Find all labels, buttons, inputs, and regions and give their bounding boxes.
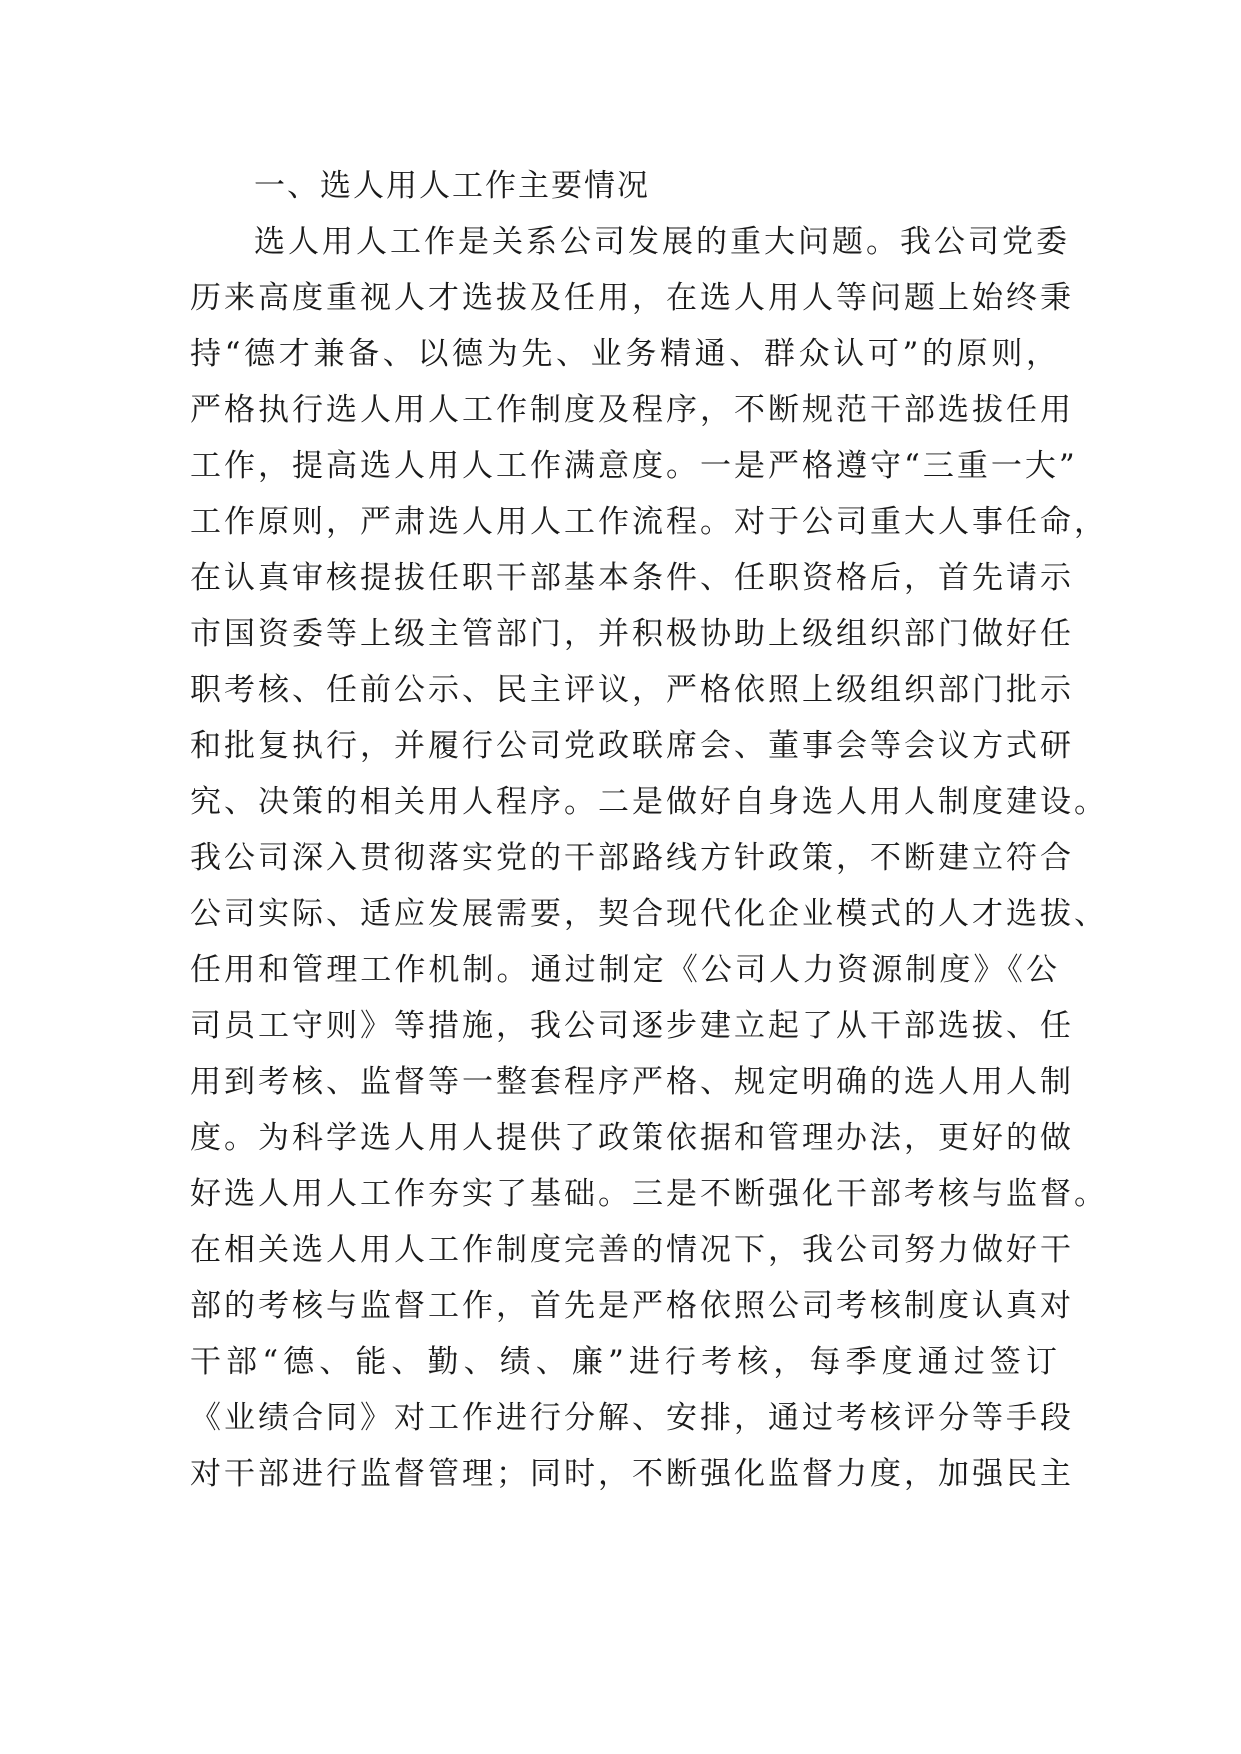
paragraph-line: 司员工守则》等措施，我公司逐步建立起了从干部选拔、任 [190,1008,1074,1044]
paragraph-line: 任用和管理工作机制。通过制定《公司人力资源制度》《公 [190,952,1060,988]
paragraph-line: 在认真审核提拔任职干部基本条件、任职资格后，首先请示 [190,560,1074,596]
paragraph-line: 究、决策的相关用人程序。二是做好自身选人用人制度建设。 [190,784,1108,820]
paragraph-line: 部的考核与监督工作，首先是严格依照公司考核制度认真对 [190,1288,1074,1324]
paragraph-line: 持“德才兼备、以德为先、业务精通、群众认可”的原则， [190,336,1060,372]
paragraph-line: 干部“德、能、勤、绩、廉”进行考核，每季度通过签订 [190,1344,1060,1380]
paragraph-line: 《业绩合同》对工作进行分解、安排，通过考核评分等手段 [190,1400,1074,1436]
paragraph-line: 在相关选人用人工作制度完善的情况下，我公司努力做好干 [190,1232,1074,1268]
paragraph-line: 工作原则，严肃选人用人工作流程。对于公司重大人事任命， [190,504,1108,540]
paragraph-line: 选人用人工作是关系公司发展的重大问题。我公司党委 [254,224,1070,260]
paragraph-line: 工作，提高选人用人工作满意度。一是严格遵守“三重一大” [190,448,1078,484]
paragraph-line: 公司实际、适应发展需要，契合现代化企业模式的人才选拔、 [190,896,1108,932]
paragraph-line: 职考核、任前公示、民主评议，严格依照上级组织部门批示 [190,672,1074,708]
paragraph-line: 历来高度重视人才选拔及任用，在选人用人等问题上始终秉 [190,280,1074,316]
paragraph-line: 用到考核、监督等一整套程序严格、规定明确的选人用人制 [190,1064,1074,1100]
paragraph-line: 严格执行选人用人工作制度及程序，不断规范干部选拔任用 [190,392,1074,428]
paragraph-line: 我公司深入贯彻落实党的干部路线方针政策，不断建立符合 [190,840,1074,876]
paragraph-line: 好选人用人工作夯实了基础。三是不断强化干部考核与监督。 [190,1176,1108,1212]
paragraph-line: 市国资委等上级主管部门，并积极协助上级组织部门做好任 [190,616,1074,652]
section-heading: 一、选人用人工作主要情况 [254,168,650,204]
paragraph-line: 和批复执行，并履行公司党政联席会、董事会等会议方式研 [190,728,1074,764]
paragraph-line: 对干部进行监督管理；同时，不断强化监督力度，加强民主 [190,1456,1074,1492]
paragraph-line: 度。为科学选人用人提供了政策依据和管理办法，更好的做 [190,1120,1074,1156]
document-body [190,158,1108,1502]
